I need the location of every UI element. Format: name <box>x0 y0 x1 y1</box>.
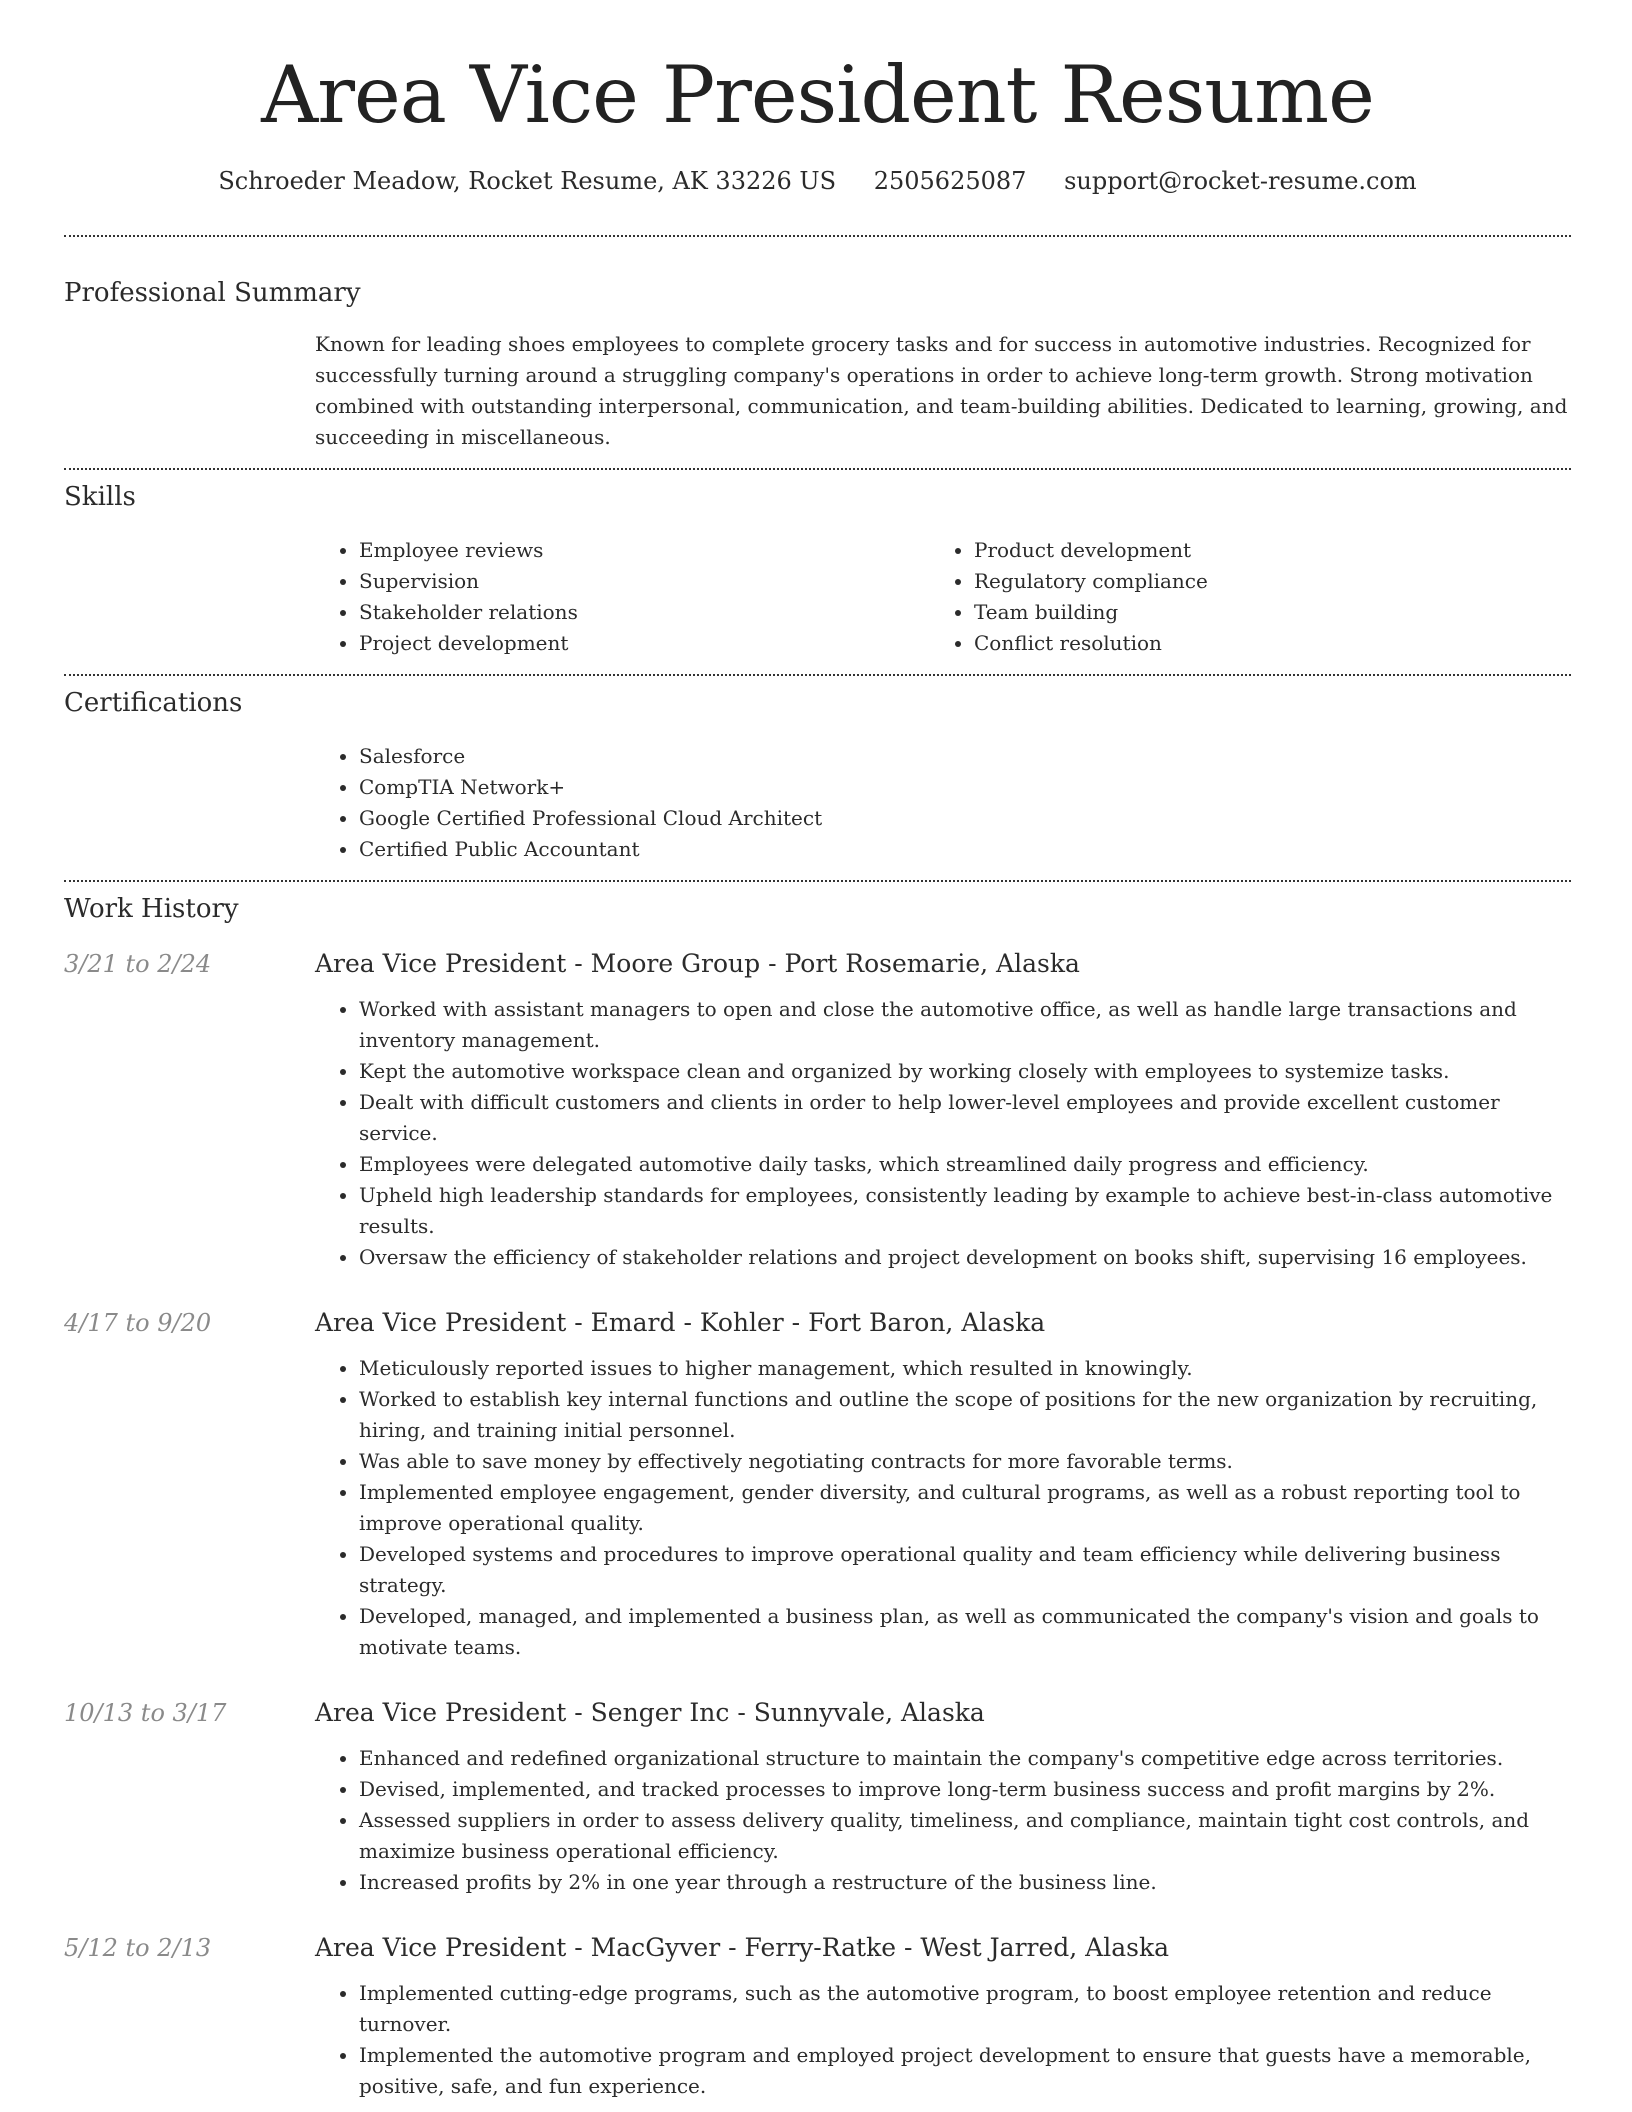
job-bullet: • Implemented employee engagement, gender diversity, and cultural programs, as well as a robust reporting tool to improve operational quality. <box>359 1477 1571 1539</box>
job-bullets <box>315 994 1571 1273</box>
job-bullet: • Oversaw the efficiency of stakeholder relations and project development on books shift, supervising 16 employees. <box>359 1242 1571 1273</box>
skills-heading: Skills <box>64 482 136 513</box>
skill-item: • Regulatory compliance <box>974 566 1545 597</box>
job-dates: 10/13 to 3/17 <box>64 1698 227 1727</box>
skills-section <box>64 470 1571 659</box>
job-bullet: • Devised, implemented, and tracked processes to improve long-term business success and profit margins by 2%. <box>359 1774 1571 1805</box>
certification-item: • Certified Public Accountant <box>359 834 1571 865</box>
job-dates: 5/12 to 2/13 <box>64 1933 212 1962</box>
certification-item: • Salesforce <box>359 741 1571 772</box>
certifications-list <box>315 741 1571 865</box>
job-title: Area Vice President - Senger Inc - Sunnyvale, Alaska <box>315 1697 985 1727</box>
skill-item: • Project development <box>359 628 930 659</box>
job-bullets <box>315 1353 1571 1663</box>
skill-item: • Team building <box>974 597 1545 628</box>
contact-line <box>64 167 1571 196</box>
skill-item: • Conflict resolution <box>974 628 1545 659</box>
job-dates: 4/17 to 9/20 <box>64 1308 212 1337</box>
work-history-heading: Work History <box>64 894 239 925</box>
skills-list-right <box>930 535 1545 659</box>
summary-section <box>64 237 1571 454</box>
certification-item: • CompTIA Network+ <box>359 772 1571 803</box>
summary-heading: Professional Summary <box>64 277 361 308</box>
skill-item: • Product development <box>974 535 1545 566</box>
resume-title: Area Vice President Resume <box>261 49 1374 141</box>
job-bullet: • Implemented cutting-edge programs, such as the automotive program, to boost employee retention and reduce turnover. <box>359 1978 1571 2040</box>
job-bullet: • Enhanced and redefined organizational structure to maintain the company's competitive edge across territories. <box>359 1743 1571 1774</box>
job-entry <box>64 1696 1571 1898</box>
job-bullet: • Implemented the automotive program and employed project development to ensure that guests have a memorable, positive, safe, and fun experience. <box>359 2040 1571 2102</box>
skill-item: • Supervision <box>359 566 930 597</box>
certifications-section <box>64 676 1571 865</box>
job-entry <box>64 1931 1571 2102</box>
resume-page <box>64 0 1571 2112</box>
job-bullet: • Employees were delegated automotive daily tasks, which streamlined daily progress and efficiency. <box>359 1149 1571 1180</box>
job-dates: 3/21 to 2/24 <box>64 949 212 978</box>
contact-email: support@rocket-resume.com <box>1064 166 1417 195</box>
job-bullet: • Meticulously reported issues to higher management, which resulted in knowingly. <box>359 1353 1571 1384</box>
job-bullets <box>315 1743 1571 1898</box>
job-bullet: • Was able to save money by effectively negotiating contracts for more favorable terms. <box>359 1446 1571 1477</box>
resume-header <box>64 0 1571 196</box>
job-bullet: • Worked to establish key internal functions and outline the scope of positions for the new organization by recruiting, hiring, and training initial personnel. <box>359 1384 1571 1446</box>
certifications-heading: Certifications <box>64 688 243 719</box>
job-bullet: • Developed systems and procedures to improve operational quality and team efficiency while delivering business strategy. <box>359 1539 1571 1601</box>
job-bullet: • Dealt with difficult customers and clients in order to help lower-level employees and provide excellent customer service. <box>359 1087 1571 1149</box>
job-title: Area Vice President - MacGyver - Ferry-Ratke - West Jarred, Alaska <box>315 1932 1170 1962</box>
job-bullets <box>315 1978 1571 2102</box>
skill-item: • Stakeholder relations <box>359 597 930 628</box>
job-bullet: • Upheld high leadership standards for employees, consistently leading by example to achieve best-in-class automotive results. <box>359 1180 1571 1242</box>
contact-phone: 2505625087 <box>873 166 1027 195</box>
job-title: Area Vice President - Emard - Kohler - Fort Baron, Alaska <box>315 1307 1046 1337</box>
job-bullet: • Kept the automotive workspace clean and organized by working closely with employees to systemize tasks. <box>359 1056 1571 1087</box>
skill-item: • Employee reviews <box>359 535 930 566</box>
job-bullet: • Worked with assistant managers to open and close the automotive office, as well as handle large transactions and inventory management. <box>359 994 1571 1056</box>
job-bullet: • Assessed suppliers in order to assess delivery quality, timeliness, and compliance, maintain tight cost controls, and maximize business operational efficiency. <box>359 1805 1571 1867</box>
job-entry <box>64 1306 1571 1663</box>
contact-address: Schroeder Meadow, Rocket Resume, AK 33226 US <box>218 166 837 195</box>
skills-list-left <box>315 535 930 659</box>
job-title: Area Vice President - Moore Group - Port Rosemarie, Alaska <box>315 948 1080 978</box>
work-history-section <box>64 882 1571 2102</box>
job-entry <box>64 947 1571 1273</box>
job-bullet: • Increased profits by 2% in one year through a restructure of the business line. <box>359 1867 1571 1898</box>
job-bullet: • Developed, managed, and implemented a business plan, as well as communicated the company's vision and goals to motivate teams. <box>359 1601 1571 1663</box>
summary-text: Known for leading shoes employees to complete grocery tasks and for success in automotive industries. Recognized for successfully turning around a struggling company's operations in order to achieve long-term growth. Strong motivation combined with outstanding interpersonal, communication, and team-building abilities. Dedicated to learning, growing, and succeeding in miscellaneous. <box>315 332 1568 450</box>
certification-item: • Google Certified Professional Cloud Architect <box>359 803 1571 834</box>
